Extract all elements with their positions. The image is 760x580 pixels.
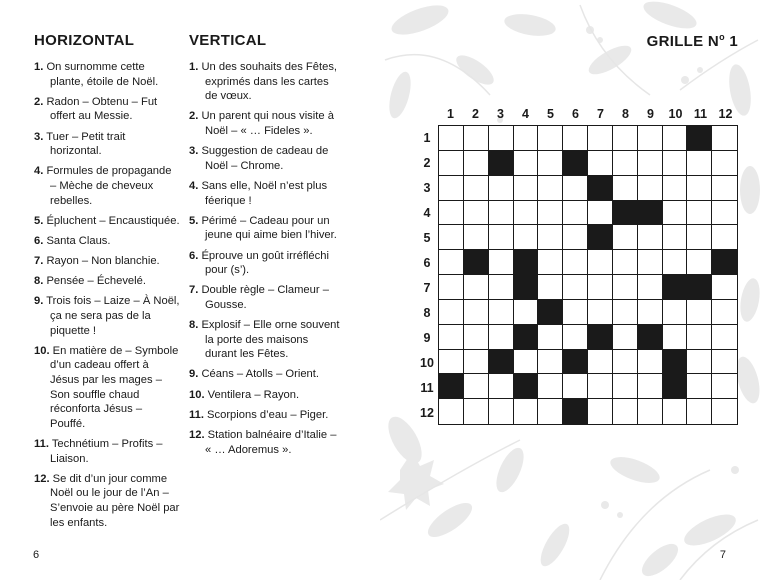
black-cell	[588, 225, 613, 250]
grid-cell[interactable]	[439, 176, 464, 201]
horizontal-clue	[34, 95, 180, 124]
grid-cell[interactable]	[663, 325, 688, 350]
vertical-clue	[189, 249, 341, 278]
grid-cell[interactable]	[712, 151, 737, 176]
grid-cell[interactable]	[663, 225, 688, 250]
grid-cell[interactable]	[588, 374, 613, 399]
column-number: 1	[447, 107, 454, 121]
row-number: 8	[423, 305, 431, 320]
clue-number: 5.	[34, 214, 44, 227]
clue-number: 6.	[189, 249, 199, 262]
grid-title-number: 1	[724, 33, 738, 50]
grid-cell[interactable]	[464, 350, 489, 375]
column-number: 5	[547, 107, 554, 121]
crossword-grid	[438, 125, 738, 425]
clue-text: Se dit d’un jour comme Noël ou le jour de l’An – S’envoie au père Noël par les enfants.	[50, 472, 180, 529]
grid-cell[interactable]	[563, 126, 588, 151]
grid-title-sup: o	[719, 32, 725, 42]
grid-cell[interactable]	[538, 176, 563, 201]
grid-cell[interactable]	[638, 176, 663, 201]
clue-number: 2.	[34, 95, 44, 108]
black-cell	[489, 350, 514, 375]
grid-cell[interactable]	[514, 176, 539, 201]
grid-cell[interactable]	[538, 250, 563, 275]
black-cell	[489, 151, 514, 176]
grid-cell[interactable]	[613, 399, 638, 424]
clue-text: Santa Claus.	[46, 234, 111, 247]
grid-cell[interactable]	[489, 399, 514, 424]
column-number: 9	[647, 107, 654, 121]
black-cell	[712, 250, 737, 275]
clue-number: 7.	[34, 255, 44, 268]
clue-number: 12.	[34, 472, 50, 485]
grid-cell[interactable]	[464, 325, 489, 350]
grid-cell[interactable]	[712, 176, 737, 201]
black-cell	[687, 126, 712, 151]
grid-cell[interactable]	[687, 201, 712, 226]
grid-cell[interactable]	[638, 350, 663, 375]
grid-cell[interactable]	[712, 225, 737, 250]
grid-cell[interactable]	[663, 201, 688, 226]
grid-cell[interactable]	[563, 250, 588, 275]
column-number: 2	[472, 107, 479, 121]
clue-number: 9.	[189, 368, 199, 381]
grid-cell[interactable]	[712, 350, 737, 375]
grid-cell[interactable]	[514, 126, 539, 151]
horizontal-clue	[34, 214, 180, 229]
clue-number: 1.	[34, 61, 44, 73]
clue-number: 10.	[34, 344, 50, 357]
column-number: 8	[622, 107, 629, 121]
clue-number: 4.	[189, 179, 199, 192]
grid-cell[interactable]	[687, 350, 712, 375]
row-number: 3	[423, 180, 431, 195]
clue-number: 5.	[189, 214, 199, 227]
column-number: 6	[572, 107, 579, 121]
vertical-clue	[189, 109, 341, 138]
vertical-clue	[189, 179, 341, 208]
vertical-clue	[189, 388, 341, 403]
grid-cell[interactable]	[514, 300, 539, 325]
clue-text: Double règle – Clameur – Gousse.	[201, 284, 329, 311]
clue-number: 1.	[189, 61, 199, 73]
grid-cell[interactable]	[538, 225, 563, 250]
grid-cell[interactable]	[588, 250, 613, 275]
black-cell	[588, 176, 613, 201]
vertical-clue	[189, 60, 341, 104]
grid-title-text: GRILLE N	[646, 33, 720, 50]
grid-cell[interactable]	[588, 399, 613, 424]
grid-cell[interactable]	[538, 151, 563, 176]
black-cell	[514, 374, 539, 399]
column-number: 4	[522, 107, 529, 121]
grid-cell[interactable]	[464, 225, 489, 250]
grid-cell[interactable]	[439, 201, 464, 226]
row-number: 11	[420, 380, 434, 395]
grid-cell[interactable]	[538, 275, 563, 300]
grid-cell[interactable]	[489, 325, 514, 350]
grid-cell[interactable]	[489, 374, 514, 399]
clue-text: Éprouve un goût irréfléchi pour (s’).	[201, 249, 329, 277]
clue-number: 2.	[189, 110, 199, 123]
clue-text: Scorpions d’eau – Piger.	[207, 408, 329, 421]
clue-text: Céans – Atolls – Orient.	[201, 368, 319, 381]
grid-cell[interactable]	[588, 201, 613, 226]
grid-cell[interactable]	[712, 201, 737, 226]
grid-cell[interactable]	[687, 399, 712, 424]
grid-cell[interactable]	[638, 151, 663, 176]
clue-number: 8.	[189, 319, 199, 332]
grid-cell[interactable]	[712, 374, 737, 399]
clue-text: Un parent qui nous visite à Noël – « … Fideles ».	[201, 110, 334, 137]
grid-cell[interactable]	[514, 151, 539, 176]
grid-cell[interactable]	[663, 300, 688, 325]
clue-text: Trois fois – Laize – À Noël, ça ne sera pas de la piquette !	[46, 295, 180, 337]
row-number: 12	[420, 405, 434, 420]
grid-cell[interactable]	[588, 300, 613, 325]
grid-cell[interactable]	[638, 374, 663, 399]
grid-cell[interactable]	[613, 374, 638, 399]
grid-cell[interactable]	[489, 275, 514, 300]
grid-cell[interactable]	[563, 176, 588, 201]
grid-cell[interactable]	[712, 275, 737, 300]
clue-number: 10.	[189, 388, 205, 401]
clue-text: Épluchent – Encaustiquée.	[46, 214, 180, 227]
row-number: 6	[423, 255, 431, 270]
grid-cell[interactable]	[563, 225, 588, 250]
grid-cell[interactable]	[687, 300, 712, 325]
horizontal-clue	[34, 130, 180, 159]
grid-cell[interactable]	[663, 151, 688, 176]
grid-cell[interactable]	[563, 325, 588, 350]
grid-cell[interactable]	[638, 300, 663, 325]
clue-number: 9.	[34, 295, 44, 308]
clue-text: Périmé – Cadeau pour un jeune qui aime bien l’hiver.	[201, 214, 337, 242]
vertical-clues	[189, 60, 341, 463]
grid-cell[interactable]	[538, 374, 563, 399]
grid-cell[interactable]	[489, 225, 514, 250]
horizontal-heading: HORIZONTAL	[34, 32, 135, 49]
horizontal-clue	[34, 294, 180, 338]
horizontal-clue	[34, 164, 180, 208]
column-numbers	[438, 107, 738, 121]
clue-text: En matière de – Symbole d’un cadeau offert à Jésus par les mages – Son souffle chaud réconforta Jésus – Pouffé.	[50, 344, 179, 430]
row-number: 10	[420, 355, 434, 370]
row-number: 5	[423, 230, 431, 245]
grid-cell[interactable]	[439, 225, 464, 250]
grid-cell[interactable]	[538, 350, 563, 375]
grid-cell[interactable]	[687, 176, 712, 201]
clue-text: On surnomme cette plante, étoile de Noël.	[46, 61, 159, 88]
grid-cell[interactable]	[687, 250, 712, 275]
grid-cell[interactable]	[464, 275, 489, 300]
black-cell	[588, 325, 613, 350]
grid-title	[647, 32, 738, 50]
grid-cell[interactable]	[663, 176, 688, 201]
grid-cell[interactable]	[613, 250, 638, 275]
black-cell	[514, 325, 539, 350]
grid-cell[interactable]	[613, 350, 638, 375]
clue-number: 12.	[189, 429, 205, 441]
grid-cell[interactable]	[439, 399, 464, 424]
grid-cell[interactable]	[464, 126, 489, 151]
horizontal-clue	[34, 234, 180, 249]
clue-number: 11.	[34, 438, 49, 450]
clue-text: Explosif – Elle orne souvent la porte des maisons durant les Fêtes.	[201, 319, 340, 361]
grid-cell[interactable]	[538, 399, 563, 424]
grid-cell[interactable]	[514, 350, 539, 375]
horizontal-clue	[34, 60, 180, 89]
grid-cell[interactable]	[563, 275, 588, 300]
grid-cell[interactable]	[563, 374, 588, 399]
column-number: 7	[597, 107, 604, 121]
vertical-clue	[189, 428, 341, 457]
grid-cell[interactable]	[439, 325, 464, 350]
grid-cell[interactable]	[712, 325, 737, 350]
clue-text: Radon – Obtenu – Fut offert au Messie.	[46, 95, 158, 123]
black-cell	[439, 374, 464, 399]
black-cell	[638, 201, 663, 226]
row-number: 4	[423, 205, 431, 220]
grid-cell[interactable]	[538, 201, 563, 226]
horizontal-clue	[34, 437, 180, 466]
grid-cell[interactable]	[439, 300, 464, 325]
grid-cell[interactable]	[687, 225, 712, 250]
grid-cell[interactable]	[638, 126, 663, 151]
right-page-number: 7	[719, 549, 726, 561]
grid-cell[interactable]	[563, 201, 588, 226]
grid-cell[interactable]	[489, 250, 514, 275]
clue-number: 8.	[34, 275, 44, 288]
horizontal-clue	[34, 344, 180, 432]
vertical-clue	[189, 367, 341, 382]
grid-cell[interactable]	[538, 325, 563, 350]
black-cell	[563, 350, 588, 375]
vertical-clue	[189, 318, 341, 362]
horizontal-clue	[34, 472, 180, 530]
grid-cell[interactable]	[489, 126, 514, 151]
column-number: 10	[668, 107, 683, 121]
black-cell	[538, 300, 563, 325]
grid-cell[interactable]	[464, 300, 489, 325]
column-number: 3	[497, 107, 504, 121]
clue-text: Tuer – Petit trait horizontal.	[46, 130, 126, 158]
grid-cell[interactable]	[687, 151, 712, 176]
grid-cell[interactable]	[588, 275, 613, 300]
grid-cell[interactable]	[613, 126, 638, 151]
clue-text: Pensée – Échevelé.	[46, 275, 146, 288]
grid-cell[interactable]	[464, 399, 489, 424]
column-number: 12	[718, 107, 733, 121]
horizontal-clue	[34, 254, 180, 269]
row-numbers	[416, 125, 438, 425]
column-number: 11	[693, 107, 708, 121]
grid-cell[interactable]	[613, 275, 638, 300]
grid-cell[interactable]	[514, 201, 539, 226]
grid-cell[interactable]	[538, 126, 563, 151]
black-cell	[563, 399, 588, 424]
black-cell	[663, 275, 688, 300]
black-cell	[613, 201, 638, 226]
grid-cell[interactable]	[613, 225, 638, 250]
clue-number: 6.	[34, 234, 44, 247]
row-number: 2	[423, 155, 431, 170]
grid-cell[interactable]	[489, 176, 514, 201]
grid-cell[interactable]	[712, 300, 737, 325]
grid-cell[interactable]	[638, 225, 663, 250]
grid-cell[interactable]	[712, 126, 737, 151]
clue-text: Suggestion de cadeau de Noël – Chrome.	[201, 145, 329, 172]
grid-cell[interactable]	[464, 151, 489, 176]
clue-text: Sans elle, Noël n’est plus féerique !	[201, 179, 328, 207]
clue-number: 11.	[189, 408, 204, 421]
black-cell	[687, 275, 712, 300]
black-cell	[663, 350, 688, 375]
grid-cell[interactable]	[439, 250, 464, 275]
grid-cell[interactable]	[439, 350, 464, 375]
black-cell	[563, 151, 588, 176]
grid-cell[interactable]	[663, 126, 688, 151]
clue-number: 7.	[189, 284, 199, 297]
grid-cell[interactable]	[613, 325, 638, 350]
grid-cell[interactable]	[464, 374, 489, 399]
grid-cell[interactable]	[563, 300, 588, 325]
grid-cell[interactable]	[489, 300, 514, 325]
black-cell	[464, 250, 489, 275]
horizontal-clue	[34, 274, 180, 289]
black-cell	[638, 325, 663, 350]
vertical-clue	[189, 144, 341, 173]
clue-text: Rayon – Non blanchie.	[46, 255, 160, 268]
vertical-heading: VERTICAL	[189, 32, 267, 49]
horizontal-clues	[34, 60, 180, 536]
black-cell	[514, 275, 539, 300]
grid-cell[interactable]	[613, 176, 638, 201]
grid-cell[interactable]	[613, 151, 638, 176]
grid-cell[interactable]	[588, 151, 613, 176]
clue-text: Ventilera – Rayon.	[207, 388, 300, 401]
grid-cell[interactable]	[514, 399, 539, 424]
grid-cell[interactable]	[514, 225, 539, 250]
vertical-clue	[189, 283, 341, 312]
grid-cell[interactable]	[439, 126, 464, 151]
grid-cell[interactable]	[687, 325, 712, 350]
left-page-number: 6	[33, 549, 40, 561]
grid-cell[interactable]	[464, 201, 489, 226]
clue-text: Formules de propagande – Mèche de cheveux rebelles.	[46, 165, 172, 207]
clue-number: 3.	[189, 145, 199, 158]
clue-number: 4.	[34, 165, 44, 178]
grid-cell[interactable]	[663, 250, 688, 275]
grid-cell[interactable]	[712, 399, 737, 424]
vertical-clue	[189, 214, 341, 243]
grid-cell[interactable]	[663, 399, 688, 424]
clue-text: Station balnéaire d’Italie – « … Adoremus ».	[205, 429, 337, 456]
grid-cell[interactable]	[464, 176, 489, 201]
right-page	[380, 0, 760, 580]
grid-cell[interactable]	[613, 300, 638, 325]
row-number: 9	[423, 330, 431, 345]
black-cell	[663, 374, 688, 399]
grid-cell[interactable]	[439, 151, 464, 176]
clue-text: Technétium – Profits – Liaison.	[50, 438, 163, 465]
clue-number: 3.	[34, 130, 44, 143]
grid-cell[interactable]	[638, 275, 663, 300]
grid-cell[interactable]	[638, 399, 663, 424]
grid-cell[interactable]	[638, 250, 663, 275]
clue-text: Un des souhaits des Fêtes, exprimés dans les cartes de vœux.	[201, 61, 338, 103]
grid-cell[interactable]	[687, 374, 712, 399]
grid-cell[interactable]	[489, 201, 514, 226]
black-cell	[514, 250, 539, 275]
vertical-clue	[189, 408, 341, 423]
grid-cell[interactable]	[588, 350, 613, 375]
grid-cell[interactable]	[588, 126, 613, 151]
grid-cell[interactable]	[439, 275, 464, 300]
row-number: 1	[423, 130, 431, 145]
row-number: 7	[423, 280, 431, 295]
